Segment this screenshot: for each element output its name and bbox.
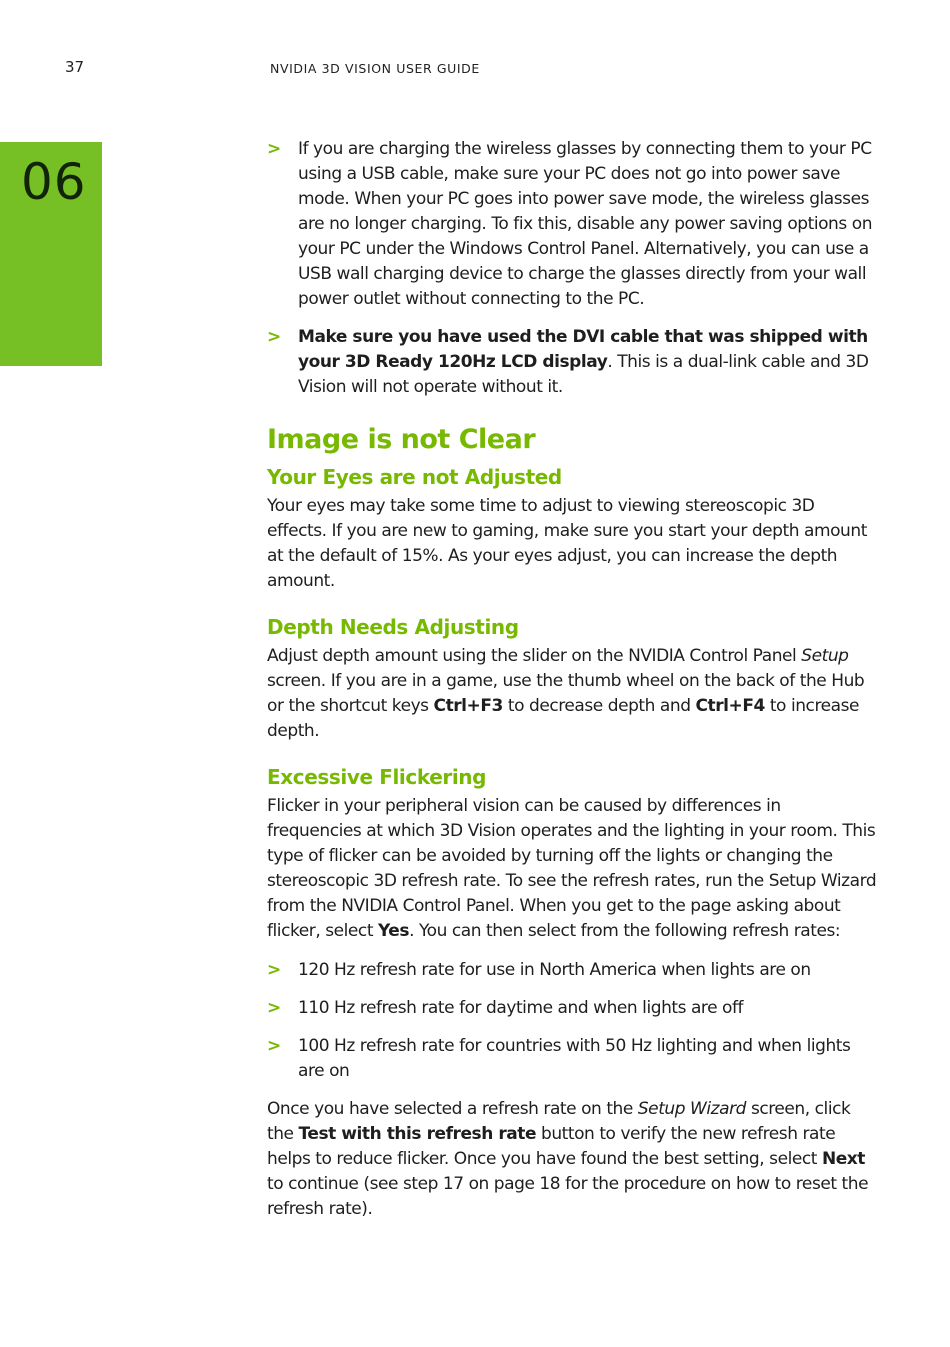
running-header: NVIDIA 3D VISION USER GUIDE (270, 61, 480, 76)
bold-next: Next (821, 1149, 865, 1169)
list-item-text: 100 Hz refresh rate for countries with 50 Hz lighting and when lights are on (298, 1036, 851, 1081)
section-title: Image is not Clear (267, 424, 536, 455)
text-run: screen. If you are in a game, use the thumb wheel on the back of the Hub or the shortcut keys (267, 671, 865, 716)
bullet-marker: > (267, 327, 281, 347)
bold-yes: Yes (378, 921, 410, 941)
shortcut-ctrl-f4: Ctrl+F4 (695, 696, 765, 716)
bullet-bold-text: Make sure you have used the DVI cable that was shipped with your 3D Ready 120Hz LCD display (298, 327, 868, 372)
text-run: screen, click the (267, 1099, 851, 1144)
bullet-text: If you are charging the wireless glasses by connecting them to your PC using a USB cable, make sure your PC does not go into power save mode. When your PC goes into power save mode, the wireless glasses are no longer charging. To fix this, disable any power saving options on your PC under the Windows Control Panel. Alternatively, you can use a USB wall charging device to charge the glasses directly from your wall power outlet without connecting to the PC. (298, 139, 873, 309)
shortcut-ctrl-f3: Ctrl+F3 (433, 696, 503, 716)
italic-setup: Setup (801, 646, 849, 666)
page-content (267, 137, 877, 1222)
chapter-number: 06 (21, 153, 87, 211)
text-run: . You can then select from the following refresh rates: (409, 921, 841, 941)
bullet-marker: > (267, 1036, 281, 1056)
bullet-text: . This is a dual-link cable and 3D Vision will not operate without it. (298, 352, 869, 397)
list-item-text: 110 Hz refresh rate for daytime and when lights are off (298, 998, 744, 1018)
italic-setup-wizard: Setup Wizard (637, 1099, 746, 1119)
paragraph-flicker (267, 794, 877, 944)
text-run: Flicker in your peripheral vision can be caused by differences in frequencies at which 3D Vision operates and the lighting in your room. This type of flicker can be avoided by turning off the lights or changing the stereoscopic 3D refresh rate. To see the refresh rates, run the Setup Wizard from the NVIDIA Control Panel. When you get to the page asking about flicker, select (267, 796, 877, 941)
text-run: to increase depth. (267, 696, 860, 741)
paragraph-eyes: Your eyes may take some time to adjust to viewing stereoscopic 3D effects. If you are new to gaming, make sure you start your depth amount at the default of 15%. As your eyes adjust, you can increase the depth amount. (267, 496, 867, 591)
bullet-dvi-cable (267, 325, 877, 400)
bold-test-button-label: Test with this refresh rate (298, 1124, 537, 1144)
text-run: button to verify the new refresh rate helps to reduce flicker. Once you have found the best setting, select (267, 1124, 836, 1169)
text-run: Once you have selected a refresh rate on the (267, 1099, 638, 1119)
bullet-marker: > (267, 998, 281, 1018)
bullet-marker: > (267, 960, 281, 980)
text-run: Adjust depth amount using the slider on the NVIDIA Control Panel (267, 646, 802, 666)
list-item (267, 996, 877, 1021)
refresh-rate-list (267, 958, 877, 1084)
subheading-eyes: Your Eyes are not Adjusted (267, 465, 562, 489)
subheading-depth: Depth Needs Adjusting (267, 615, 519, 639)
text-run: to decrease depth and (502, 696, 696, 716)
list-item-text: 120 Hz refresh rate for use in North America when lights are on (298, 960, 811, 980)
paragraph-flicker-closing (267, 1097, 877, 1222)
paragraph-depth (267, 644, 877, 744)
text-run: to continue (see step 17 on page 18 for the procedure on how to reset the refresh rate). (267, 1174, 869, 1219)
subheading-flicker: Excessive Flickering (267, 765, 487, 789)
list-item (267, 958, 877, 983)
bullet-marker: > (267, 139, 281, 159)
page-number: 37 (65, 58, 85, 76)
list-item (267, 1034, 877, 1084)
bullet-usb-charging (267, 137, 877, 312)
